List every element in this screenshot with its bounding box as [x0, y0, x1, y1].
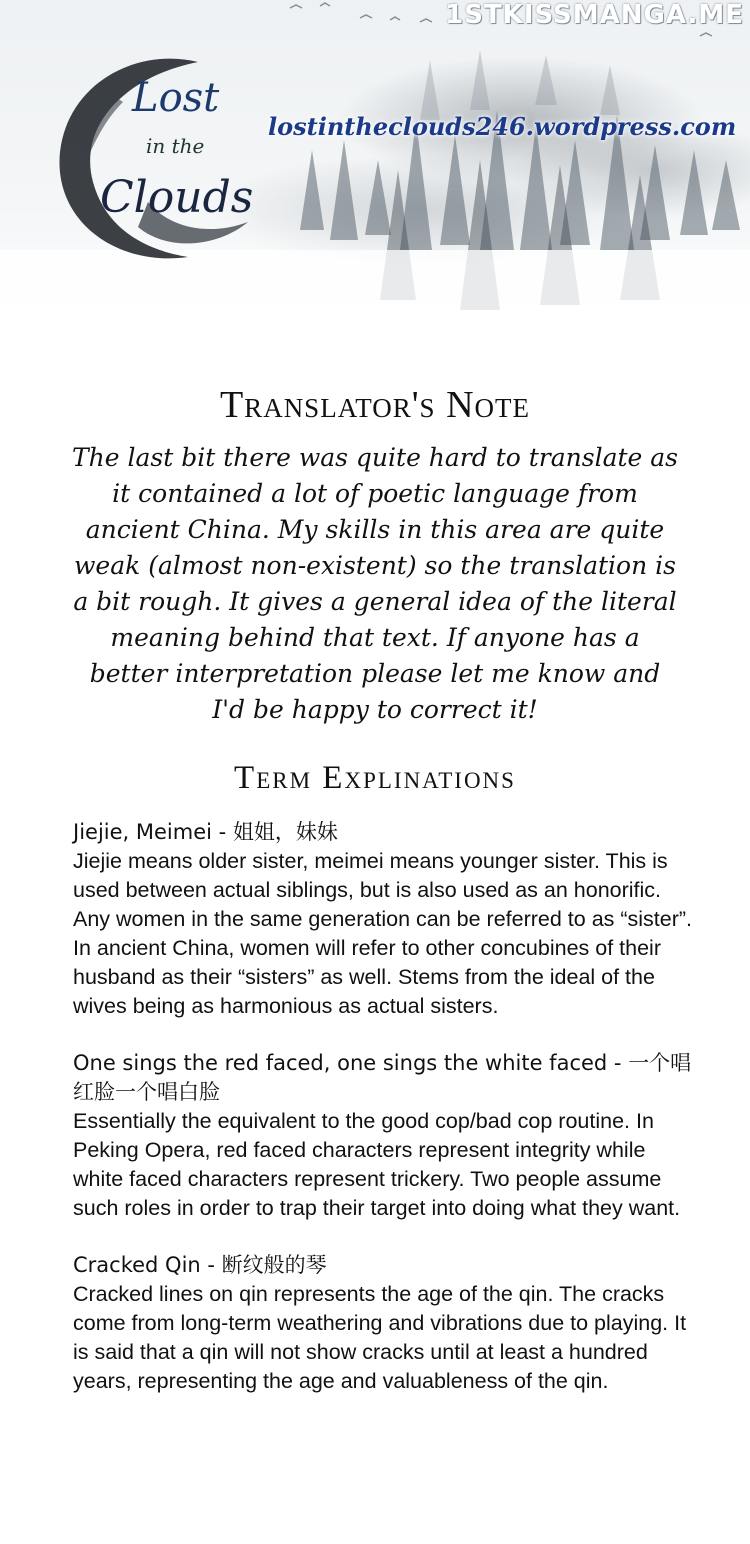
- term-name: One sings the red faced, one sings the white faced: [73, 1051, 608, 1075]
- term-heading: One sings the red faced, one sings the white faced - 一个唱红脸一个唱白脸: [73, 1051, 692, 1104]
- translators-note-title: Translator's Note: [219, 384, 531, 426]
- term-heading: Jiejie, Meimei - 姐姐，妹妹: [73, 820, 338, 844]
- logo-text-clouds: Clouds: [100, 172, 254, 223]
- header-banner: [0, 0, 750, 340]
- term-name: Jiejie, Meimei: [73, 820, 212, 844]
- term-item-jiejie-meimei: [73, 818, 693, 1021]
- term-chinese: 断纹般的琴: [221, 1253, 327, 1277]
- term-heading: Cracked Qin - 断纹般的琴: [73, 1253, 327, 1277]
- logo-text-in-the: in the: [146, 134, 205, 158]
- site-url-link[interactable]: lostintheclouds246.wordpress.com: [268, 112, 737, 141]
- term-definition: Cracked lines on qin represents the age of the qin. The cracks come from long-term weathering and vibrations due to playing. It is said that a qin will not show cracks until at least a hundred years, representing the age and valuableness of the qin.: [73, 1282, 687, 1393]
- term-definition: Essentially the equivalent to the good cop/bad cop routine. In Peking Opera, red faced characters represent integrity while white faced characters represent trickery. Two people assume such roles in order to trap their target into doing what they want.: [73, 1109, 681, 1220]
- term-explanations-title: Term Explinations: [234, 760, 516, 796]
- term-chinese: 姐姐，妹妹: [232, 820, 338, 844]
- term-item-red-white-faced: [73, 1049, 693, 1223]
- term-name: Cracked Qin: [73, 1253, 201, 1277]
- term-chinese: 一个唱红脸一个唱白脸: [73, 1051, 692, 1104]
- term-item-cracked-qin: [73, 1251, 693, 1396]
- translators-note-body: The last bit there was quite hard to translate as it contained a lot of poetic language from ancient China. My skills in this area are quite weak (almost non-existent) so the translation is a bit rough. It gives a general idea of the literal meaning behind that text. If anyone has a better interpretation please let me know and I'd be happy to correct it!: [71, 443, 679, 724]
- logo-text-lost: Lost: [132, 75, 220, 121]
- term-definition: Jiejie means older sister, meimei means younger sister. This is used between actual siblings, but is also used as an honorific. Any women in the same generation can be referred to as “sister”. In ancient China, women will refer to other concubines of their husband as their “sisters” as well. Stems from the ideal of the wives being as harmonious as actual sisters.: [73, 849, 693, 1018]
- watermark: 1STKISSMANGA.ME: [445, 0, 744, 30]
- term-list: [73, 818, 693, 1424]
